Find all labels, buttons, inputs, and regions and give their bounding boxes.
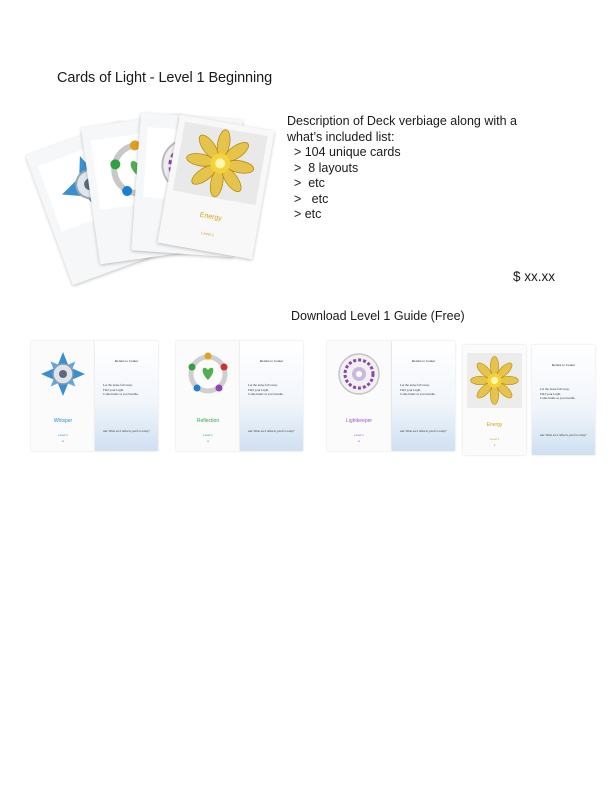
card-name: Lightkeeper <box>345 418 373 424</box>
card-back <box>392 341 455 451</box>
card-dot: ● <box>493 443 496 447</box>
card-dot: ● <box>358 439 360 443</box>
card-back-text: Let the noise fall away. Find your Light. Come home as you breathe. <box>248 383 284 396</box>
card-front <box>327 341 391 451</box>
gold-lotus-icon <box>467 353 522 408</box>
included-item: > 8 layouts <box>287 160 359 175</box>
card-level: Level 1 <box>489 437 500 441</box>
card-name: Energy <box>199 211 223 223</box>
card-back-text: Let the noise fall away. Find your Light. Come home as you breathe. <box>103 383 139 396</box>
card-level: Level 1 <box>203 433 213 437</box>
card-back-question: ask: What are I reflects, just for today? <box>248 429 295 433</box>
rainbow-mandala-icon <box>185 351 231 397</box>
description-line: Description of Deck verbiage along with a <box>287 114 517 128</box>
card-front <box>31 341 95 451</box>
card-level: Level 1 <box>200 230 215 238</box>
price: $ xx.xx <box>513 269 556 284</box>
card-spread-whisper <box>31 341 158 451</box>
download-guide-link[interactable]: Download Level 1 Guide (Free) <box>291 309 465 323</box>
card-level: Level 1 <box>354 433 364 437</box>
card-dot: ● <box>207 439 209 443</box>
card-spread-energy <box>463 345 595 455</box>
card-back-title: Return to Center <box>259 359 284 363</box>
card-back-question: ask: What are I reflects, just for today? <box>103 429 150 433</box>
card-spread-reflection <box>176 341 303 451</box>
card-back <box>240 341 303 451</box>
card-back-text: Let the noise fall away. Find your Light. Come home as you breathe. <box>400 383 436 396</box>
card-name: Whisper <box>53 418 73 424</box>
card-front <box>463 345 526 455</box>
card-name: Reflection <box>196 418 220 424</box>
card-back <box>532 345 595 455</box>
included-item: > 104 unique cards <box>287 145 401 159</box>
page-title: Cards of Light - Level 1 Beginning <box>57 70 273 86</box>
purple-mandala-icon <box>336 351 382 397</box>
card-back-question: ask: What are I reflects, just for today? <box>400 429 447 433</box>
description-line: what’s included list: <box>287 129 395 144</box>
card-front <box>176 341 240 451</box>
included-item: > etc <box>287 191 329 206</box>
card-back <box>95 341 158 451</box>
card-back-title: Return to Center <box>551 363 576 367</box>
card-dot: ● <box>62 439 64 443</box>
card-back-question: ask: What are I reflects, just for today? <box>540 433 587 437</box>
card-fan-image <box>40 108 280 288</box>
card-spread-lightkeeper <box>327 341 455 451</box>
blue-mandala-icon <box>40 351 86 397</box>
card-level: Level 1 <box>58 433 68 437</box>
card-back-title: Return to Center <box>411 359 436 363</box>
included-item: > etc <box>287 207 322 221</box>
card-name: Energy <box>486 422 503 428</box>
deck-description <box>287 114 537 223</box>
included-item: > etc <box>287 176 325 190</box>
card-back-text: Let the noise fall away. Find your Light. Come home as you breathe. <box>540 387 576 400</box>
gold-lotus-icon <box>173 122 268 206</box>
card-back-title: Return to Center <box>114 359 139 363</box>
